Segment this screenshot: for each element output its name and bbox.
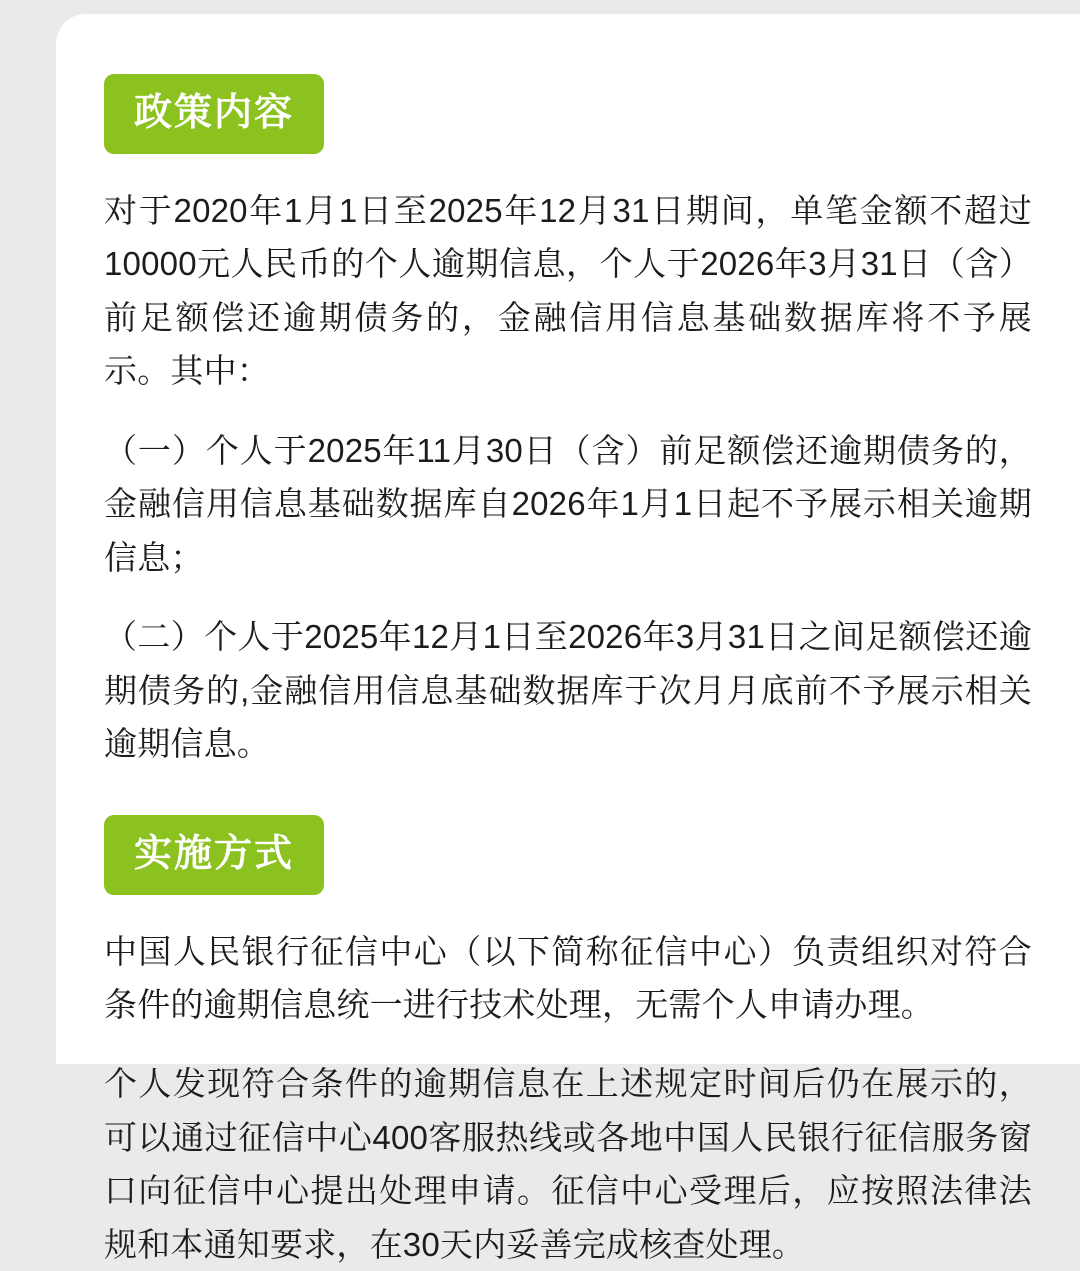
paragraph: （一）个人于2025年11月30日（含）前足额偿还逾期债务的，金融信用信息基础数据库自2026年1月1日起不予展示相关逾期信息；: [104, 431, 1032, 576]
section-policy-content: [104, 74, 1032, 771]
paragraph: 个人发现符合条件的逾期信息在上述规定时间后仍在展示的，可以通过征信中心400客服热线或各地中国人民银行征信服务窗口向征信中心提出处理申请。征信中心受理后，应按照法律法规和本通知要求，在30天内妥善完成核查处理。: [104, 1065, 1032, 1263]
section-heading-policy-content: 政策内容: [104, 74, 324, 154]
paragraph: （二）个人于2025年12月1日至2026年3月31日之间足额偿还逾期债务的,金融信用信息基础数据库于次月月底前不予展示相关逾期信息。: [104, 618, 1032, 763]
paragraph: 中国人民银行征信中心（以下简称征信中心）负责组织对符合条件的逾期信息统一进行技术处理，无需个人申请办理。: [104, 932, 1032, 1023]
section-heading-implementation-method: 实施方式: [104, 815, 324, 895]
paragraph: 对于2020年1月1日至2025年12月31日期间，单笔金额不超过10000元人民币的个人逾期信息，个人于2026年3月31日（含）前足额偿还逾期债务的，金融信用信息基础数据库将不予展示。其中：: [104, 192, 1032, 390]
section-implementation-method: [104, 771, 1032, 1271]
document-card: [56, 14, 1080, 1263]
